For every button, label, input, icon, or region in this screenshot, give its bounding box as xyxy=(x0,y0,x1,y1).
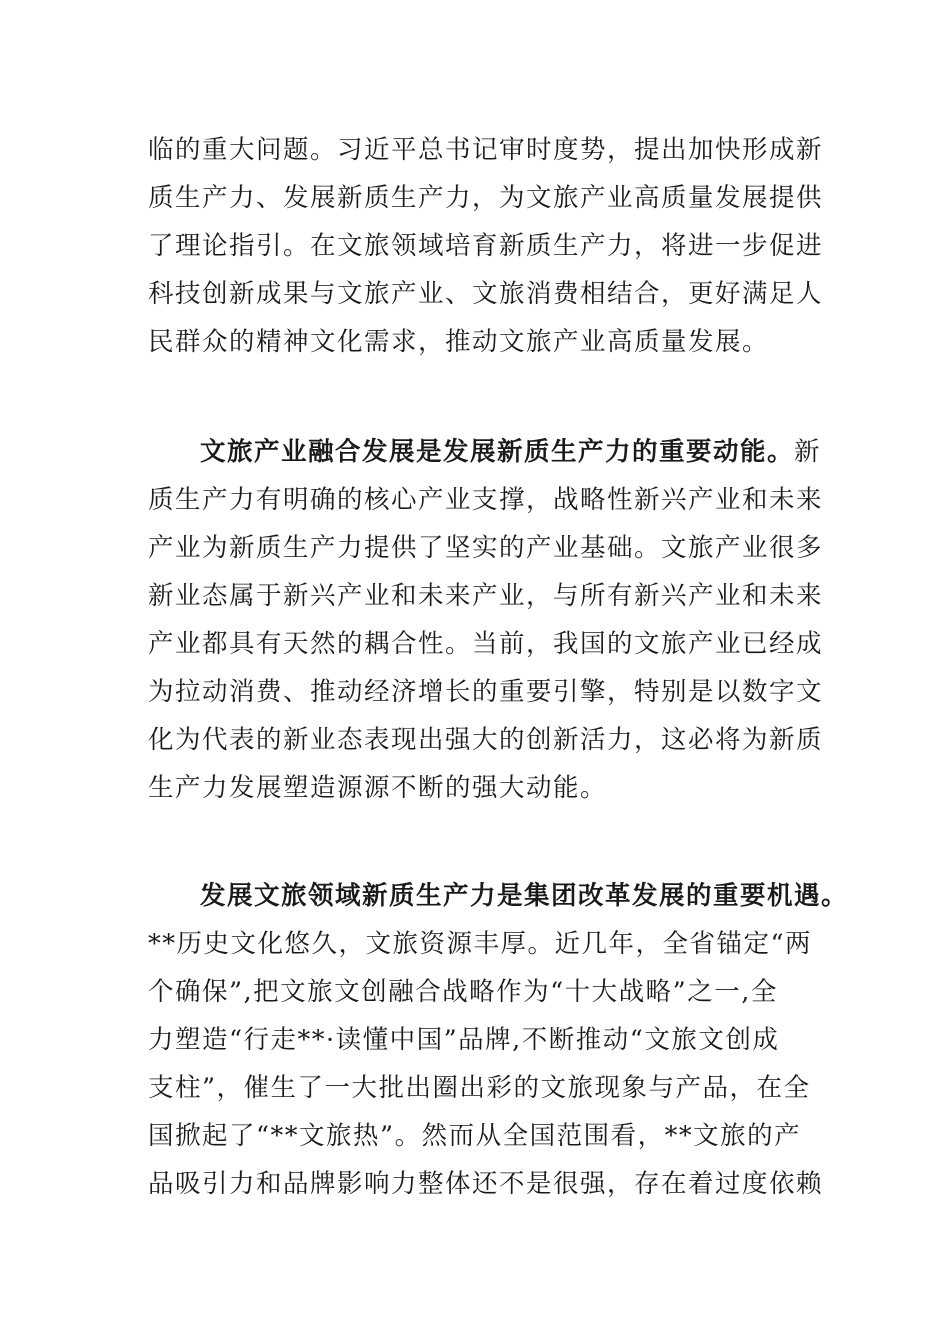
text-line: 为拉动消费、推动经济增长的重要引擎，特别是以数字文 xyxy=(148,677,824,707)
text-line: 支柱”，催生了一大批出圈出彩的文旅现象与产品，在全 xyxy=(148,1073,811,1103)
paragraph-2 xyxy=(148,428,824,812)
heading-continuation: 新 xyxy=(794,437,822,467)
paragraph-3 xyxy=(148,872,849,1208)
text-line: 产业为新质生产力提供了坚实的产业基础。文旅产业很多 xyxy=(148,533,824,563)
text-line: 化为代表的新业态表现出强大的创新活力，这必将为新质 xyxy=(148,725,824,755)
paragraph-spacer xyxy=(148,812,803,872)
text-line: 了理论指引。在文旅领域培育新质生产力，将进一步促进 xyxy=(148,231,824,261)
text-line: 生产力发展塑造源源不断的强大动能。 xyxy=(148,773,608,803)
text-line: 科技创新成果与文旅产业、文旅消费相结合，更好满足人 xyxy=(148,279,824,309)
text-line: 临的重大问题。习近平总书记审时度势，提出加快形成新 xyxy=(148,135,824,165)
paragraph-1 xyxy=(148,126,824,366)
paragraph-heading: 发展文旅领域新质生产力是集团改革发展的重要机遇。 xyxy=(200,881,849,911)
paragraph-spacer xyxy=(148,366,803,428)
document-body xyxy=(148,126,849,1208)
text-line: 国掀起了“**文旅热”。然而从全国范围看，**文旅的产 xyxy=(148,1121,802,1151)
text-line: 新业态属于新兴产业和未来产业，与所有新兴产业和未来 xyxy=(148,581,824,611)
text-line xyxy=(148,428,822,476)
text-line: 民群众的精神文化需求，推动文旅产业高质量发展。 xyxy=(148,327,770,357)
text-line: 质生产力、发展新质生产力，为文旅产业高质量发展提供 xyxy=(148,183,824,213)
paragraph-heading: 文旅产业融合发展是发展新质生产力的重要动能。 xyxy=(200,437,795,467)
text-line: 产业都具有天然的耦合性。当前，我国的文旅产业已经成 xyxy=(148,629,824,659)
text-line: **历史文化悠久，文旅资源丰厚。近几年，全省锚定“两 xyxy=(148,929,813,959)
text-line: 质生产力有明确的核心产业支撑，战略性新兴产业和未来 xyxy=(148,485,824,515)
text-line: 力塑造“行走**·读懂中国”品牌,不断推动“文旅文创成 xyxy=(148,1025,780,1055)
text-line: 品吸引力和品牌影响力整体还不是很强，存在着过度依赖 xyxy=(148,1169,824,1199)
text-line: 个确保”,把文旅文创融合战略作为“十大战略”之一,全 xyxy=(148,977,778,1007)
